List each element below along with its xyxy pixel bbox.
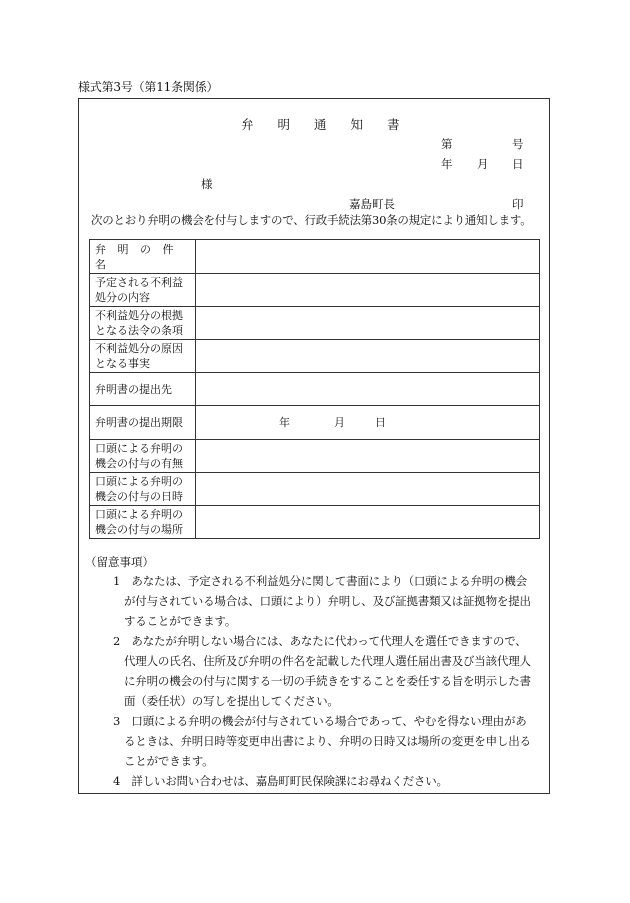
deadline-date [201, 406, 534, 439]
form-title [241, 115, 400, 133]
title-char: 書 [387, 117, 400, 132]
row-label: 弁 明 の 件 名 [90, 240, 196, 274]
row-label: 弁明書の提出先 [90, 373, 196, 406]
deadline-month: 月 [334, 416, 345, 429]
document-number-prefix: 第 [441, 137, 453, 151]
row-label: 弁明書の提出期限 [90, 406, 196, 440]
row-value[interactable] [196, 506, 540, 539]
row-label: 口頭による弁明の機会の付与の日時 [90, 473, 196, 506]
table-row [90, 406, 540, 440]
notes-heading: （留意事項） [85, 555, 154, 569]
row-label: 不利益処分の原因となる事実 [90, 340, 196, 373]
row-label: 口頭による弁明の機会の付与の有無 [90, 440, 196, 473]
table-row [90, 240, 540, 274]
deadline-day: 日 [375, 416, 386, 429]
row-label: 口頭による弁明の機会の付与の場所 [90, 506, 196, 539]
note-item: 3 口頭による弁明の機会が付与されている場合であって、やむを得ない理由があるときは、弁明日時等変更申出書により、弁明の日時又は場所の変更を申し出ることができます。 [113, 714, 531, 768]
title-char: 知 [350, 117, 364, 132]
intro-text: 次のとおり弁明の機会を付与しますので、行政手続法第30条の規定により通知します。 [91, 213, 532, 227]
notice-details-table [89, 239, 540, 539]
seal-mark: 印 [512, 197, 524, 211]
table-row [90, 340, 540, 373]
table-row [90, 307, 540, 340]
table-row [90, 274, 540, 307]
table-row [90, 440, 540, 473]
title-char: 弁 [241, 117, 254, 132]
row-value[interactable] [196, 340, 540, 373]
row-value[interactable] [196, 440, 540, 473]
deadline-year: 年 [279, 416, 290, 429]
issue-date-year: 年 [441, 157, 453, 171]
title-char: 通 [314, 117, 327, 132]
row-value[interactable] [196, 274, 540, 307]
note-item: 2 あなたが弁明しない場合には、あなたに代わって代理人を選任できますので、代理人の氏名、住所及び弁明の件名を記載した代理人選任届出書及び当該代理人に弁明の機会の付与に関する一切の手続きをすることを委任する旨を明示した書面（委任状）の写しを提出してください。 [113, 634, 531, 708]
issue-date-day: 日 [512, 157, 524, 171]
row-value[interactable] [196, 307, 540, 340]
notice-form [78, 98, 550, 794]
row-value[interactable] [196, 473, 540, 506]
issuer-name: 嘉島町長 [349, 197, 395, 211]
note-item: 4 詳しいお問い合わせは、嘉島町町民保険課にお尋ねください。 [113, 774, 448, 788]
note-item: 1 あなたは、予定される不利益処分に関して書面により（口頭による弁明の機会が付与されている場合は、口頭により）弁明し、及び証拠書類又は証拠物を提出することができます。 [113, 574, 531, 628]
addressee-suffix: 様 [201, 177, 213, 191]
title-char: 明 [277, 117, 291, 132]
table-row [90, 373, 540, 406]
row-label: 予定される不利益処分の内容 [90, 274, 196, 307]
table-row [90, 506, 540, 539]
deadline-value[interactable] [196, 406, 540, 440]
issue-date-month: 月 [477, 157, 489, 171]
row-value[interactable] [196, 373, 540, 406]
form-number: 様式第3号（第11条関係） [78, 80, 219, 94]
table-row [90, 473, 540, 506]
document-number-suffix: 号 [512, 137, 524, 151]
row-label: 不利益処分の根拠となる法令の条項 [90, 307, 196, 340]
row-value[interactable] [196, 240, 540, 274]
